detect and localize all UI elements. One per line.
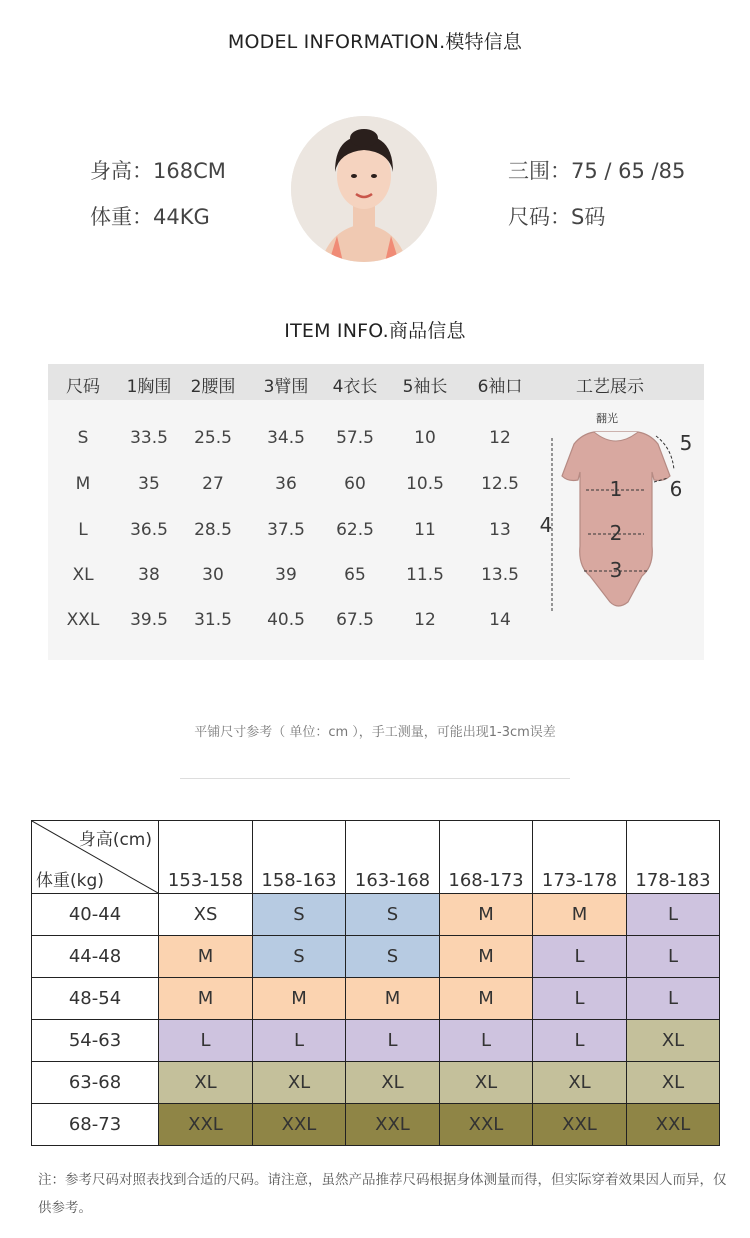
size-cell: S — [346, 936, 440, 978]
size-cell: L — [533, 978, 627, 1020]
spec-cell: 12 — [414, 610, 436, 630]
size-cell: S — [253, 894, 346, 936]
size-cell: M — [159, 978, 253, 1020]
height-range-header: 158-163 — [253, 821, 346, 894]
spec-header-diagram: 工艺展示 — [576, 377, 644, 397]
weight-range-label: 48-54 — [32, 978, 159, 1020]
size-cell: XL — [627, 1020, 720, 1062]
spec-header-chest: 1胸围 — [126, 377, 172, 397]
size-cell: S — [253, 936, 346, 978]
size-cell: XL — [627, 1062, 720, 1104]
spec-cell: 11 — [414, 520, 436, 540]
size-chart-row — [32, 1104, 720, 1146]
height-range-header: 168-173 — [440, 821, 533, 894]
model-avatar — [291, 116, 437, 262]
height-range-header: 153-158 — [159, 821, 253, 894]
size-chart-corner — [32, 821, 159, 894]
size-cell: L — [627, 978, 720, 1020]
diagram-label-4: 4 — [539, 513, 553, 537]
size-cell: XL — [440, 1062, 533, 1104]
spec-cell: 27 — [202, 474, 224, 494]
size-chart-row — [32, 978, 720, 1020]
weight-range-label: 54-63 — [32, 1020, 159, 1062]
spec-cell: 37.5 — [267, 520, 305, 540]
size-cell: XXL — [159, 1104, 253, 1146]
spec-header-waist: 2腰围 — [190, 377, 236, 397]
spec-cell: 13.5 — [481, 565, 519, 585]
size-cell: XL — [159, 1062, 253, 1104]
size-chart — [31, 820, 720, 1146]
spec-cell: 39.5 — [130, 610, 168, 630]
diagram-label-2: 2 — [609, 521, 623, 545]
size-cell: M — [346, 978, 440, 1020]
model-section-title: MODEL INFORMATION.模特信息 — [227, 31, 523, 53]
size-cell: S — [346, 894, 440, 936]
weight-range-label: 63-68 — [32, 1062, 159, 1104]
measure-note: 平铺尺寸参考（ 单位：cm ），手工测量，可能出现1-3cm误差 — [194, 725, 556, 740]
height-range-header: 178-183 — [627, 821, 720, 894]
spec-cell: 12 — [489, 428, 511, 448]
size-cell: XS — [159, 894, 253, 936]
size-cell: M — [440, 894, 533, 936]
size-cell: L — [533, 1020, 627, 1062]
model-measurements: 三围：75 / 65 /85 — [508, 159, 686, 183]
spec-cell: 35 — [138, 474, 160, 494]
diagram-label-1: 1 — [609, 477, 623, 501]
height-range-header: 163-168 — [346, 821, 440, 894]
spec-header-cuff: 6袖口 — [477, 377, 523, 397]
spec-cell: 36 — [275, 474, 297, 494]
spec-cell: 14 — [489, 610, 511, 630]
garment-diagram — [538, 406, 698, 616]
model-height: 身高：168CM — [90, 159, 226, 183]
size-cell: XXL — [253, 1104, 346, 1146]
spec-cell: 30 — [202, 565, 224, 585]
size-cell: M — [253, 978, 346, 1020]
size-cell: L — [533, 936, 627, 978]
diagram-label-3: 3 — [609, 558, 623, 582]
spec-cell: 31.5 — [194, 610, 232, 630]
size-cell: L — [253, 1020, 346, 1062]
spec-cell: 65 — [344, 565, 366, 585]
size-cell: XL — [253, 1062, 346, 1104]
spec-header-arm: 3臂围 — [263, 377, 309, 397]
spec-cell: 36.5 — [130, 520, 168, 540]
weight-range-label: 40-44 — [32, 894, 159, 936]
size-cell: XL — [346, 1062, 440, 1104]
spec-header-size: 尺码 — [66, 377, 100, 397]
spec-header-row — [48, 364, 704, 400]
spec-cell: 12.5 — [481, 474, 519, 494]
footer-note: 注：参考尺码对照表找到合适的尺码。请注意，虽然产品推荐尺码根据身体测量而得，但实际穿着效果因人而异，仅供参考。 — [38, 1172, 727, 1216]
corner-weight-label: 体重(kg) — [36, 871, 104, 891]
spec-cell: 57.5 — [336, 428, 374, 448]
size-cell: L — [346, 1020, 440, 1062]
spec-table — [48, 364, 704, 660]
diagram-label-flip: 翻光 — [596, 412, 618, 425]
spec-cell: 40.5 — [267, 610, 305, 630]
spec-header-sleeve: 5袖长 — [402, 377, 448, 397]
size-cell: L — [627, 936, 720, 978]
spec-cell: 13 — [489, 520, 511, 540]
spec-cell: 67.5 — [336, 610, 374, 630]
size-cell: XXL — [346, 1104, 440, 1146]
size-cell: XXL — [627, 1104, 720, 1146]
spec-cell: XL — [72, 565, 94, 585]
spec-cell: 10 — [414, 428, 436, 448]
spec-cell: XXL — [66, 610, 100, 630]
spec-cell: 25.5 — [194, 428, 232, 448]
size-cell: XXL — [440, 1104, 533, 1146]
spec-cell: M — [75, 474, 91, 494]
spec-header-length: 4衣长 — [332, 377, 378, 397]
size-cell: L — [159, 1020, 253, 1062]
spec-cell: 39 — [275, 565, 297, 585]
spec-cell: 34.5 — [267, 428, 305, 448]
spec-cell: S — [77, 428, 89, 448]
weight-range-label: 44-48 — [32, 936, 159, 978]
model-size: 尺码：S码 — [508, 205, 606, 229]
spec-cell: 28.5 — [194, 520, 232, 540]
size-cell: XXL — [533, 1104, 627, 1146]
size-cell: L — [440, 1020, 533, 1062]
divider — [180, 778, 570, 779]
size-cell: M — [159, 936, 253, 978]
spec-cell: 62.5 — [336, 520, 374, 540]
size-cell: M — [440, 978, 533, 1020]
item-section-title: ITEM INFO.商品信息 — [284, 320, 466, 342]
spec-cell: 38 — [138, 565, 160, 585]
spec-cell: L — [78, 520, 88, 540]
spec-cell: 10.5 — [406, 474, 444, 494]
height-range-header: 173-178 — [533, 821, 627, 894]
size-chart-header-row — [32, 821, 720, 894]
weight-range-label: 68-73 — [32, 1104, 159, 1146]
size-cell: M — [533, 894, 627, 936]
size-cell: M — [440, 936, 533, 978]
model-weight: 体重：44KG — [90, 205, 210, 229]
spec-cell: 11.5 — [406, 565, 444, 585]
size-chart-row — [32, 1062, 720, 1104]
corner-height-label: 身高(cm) — [78, 830, 152, 850]
size-cell: L — [627, 894, 720, 936]
size-chart-row — [32, 894, 720, 936]
spec-cell: 33.5 — [130, 428, 168, 448]
size-chart-row — [32, 1020, 720, 1062]
diagram-label-6: 6 — [669, 477, 683, 501]
diagram-label-5: 5 — [679, 431, 693, 455]
size-cell: XL — [533, 1062, 627, 1104]
size-chart-row — [32, 936, 720, 978]
spec-cell: 60 — [344, 474, 366, 494]
